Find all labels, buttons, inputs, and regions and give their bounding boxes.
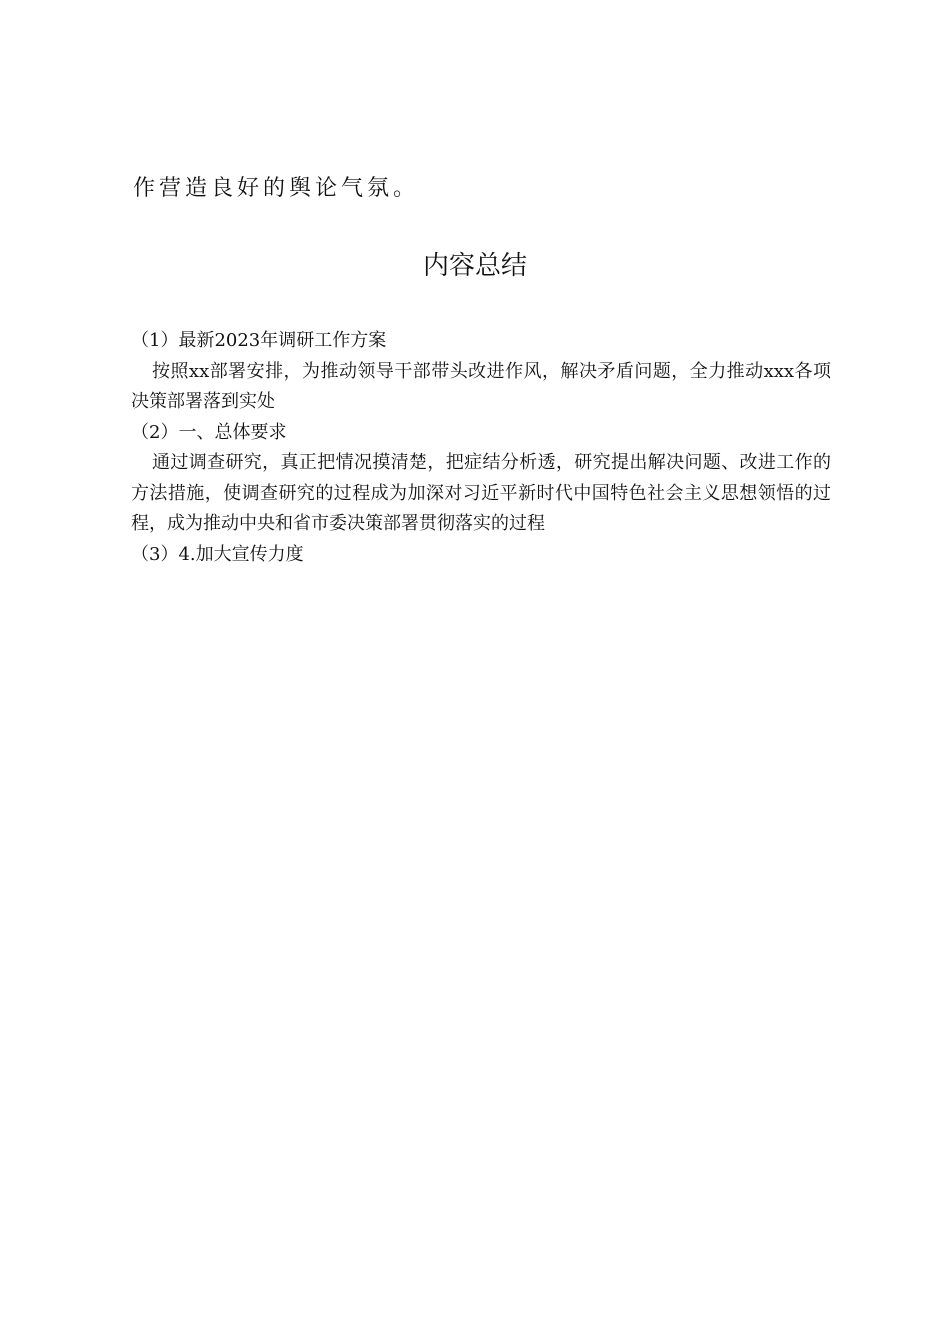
section-2-heading: （2）一、总体要求 xyxy=(131,421,287,443)
section-1-heading: （1）最新2023年调研工作方案 xyxy=(131,330,387,351)
section-2-body: 通过调查研究，真正把情况摸清楚，把症结分析透，研究提出解决问题、改进工作的方法措施，使调查研究的过程成为加深对习近平新时代中国特色社会主义思想领悟的过程，成为推动中央和省市委决策部署贯彻落实的过程 xyxy=(131,452,831,534)
section-1-body: 按照xx部署安排，为推动领导干部带头改进作风，解决矛盾问题，全力推动xxx各项决策部署落到实处 xyxy=(131,360,831,412)
summary-content xyxy=(131,326,831,570)
section-3-heading: （3）4.加大宣传力度 xyxy=(131,543,304,565)
summary-title: 内容总结 xyxy=(422,251,527,281)
carry-over-text: 作营造良好的舆论气氛。 xyxy=(133,176,420,201)
